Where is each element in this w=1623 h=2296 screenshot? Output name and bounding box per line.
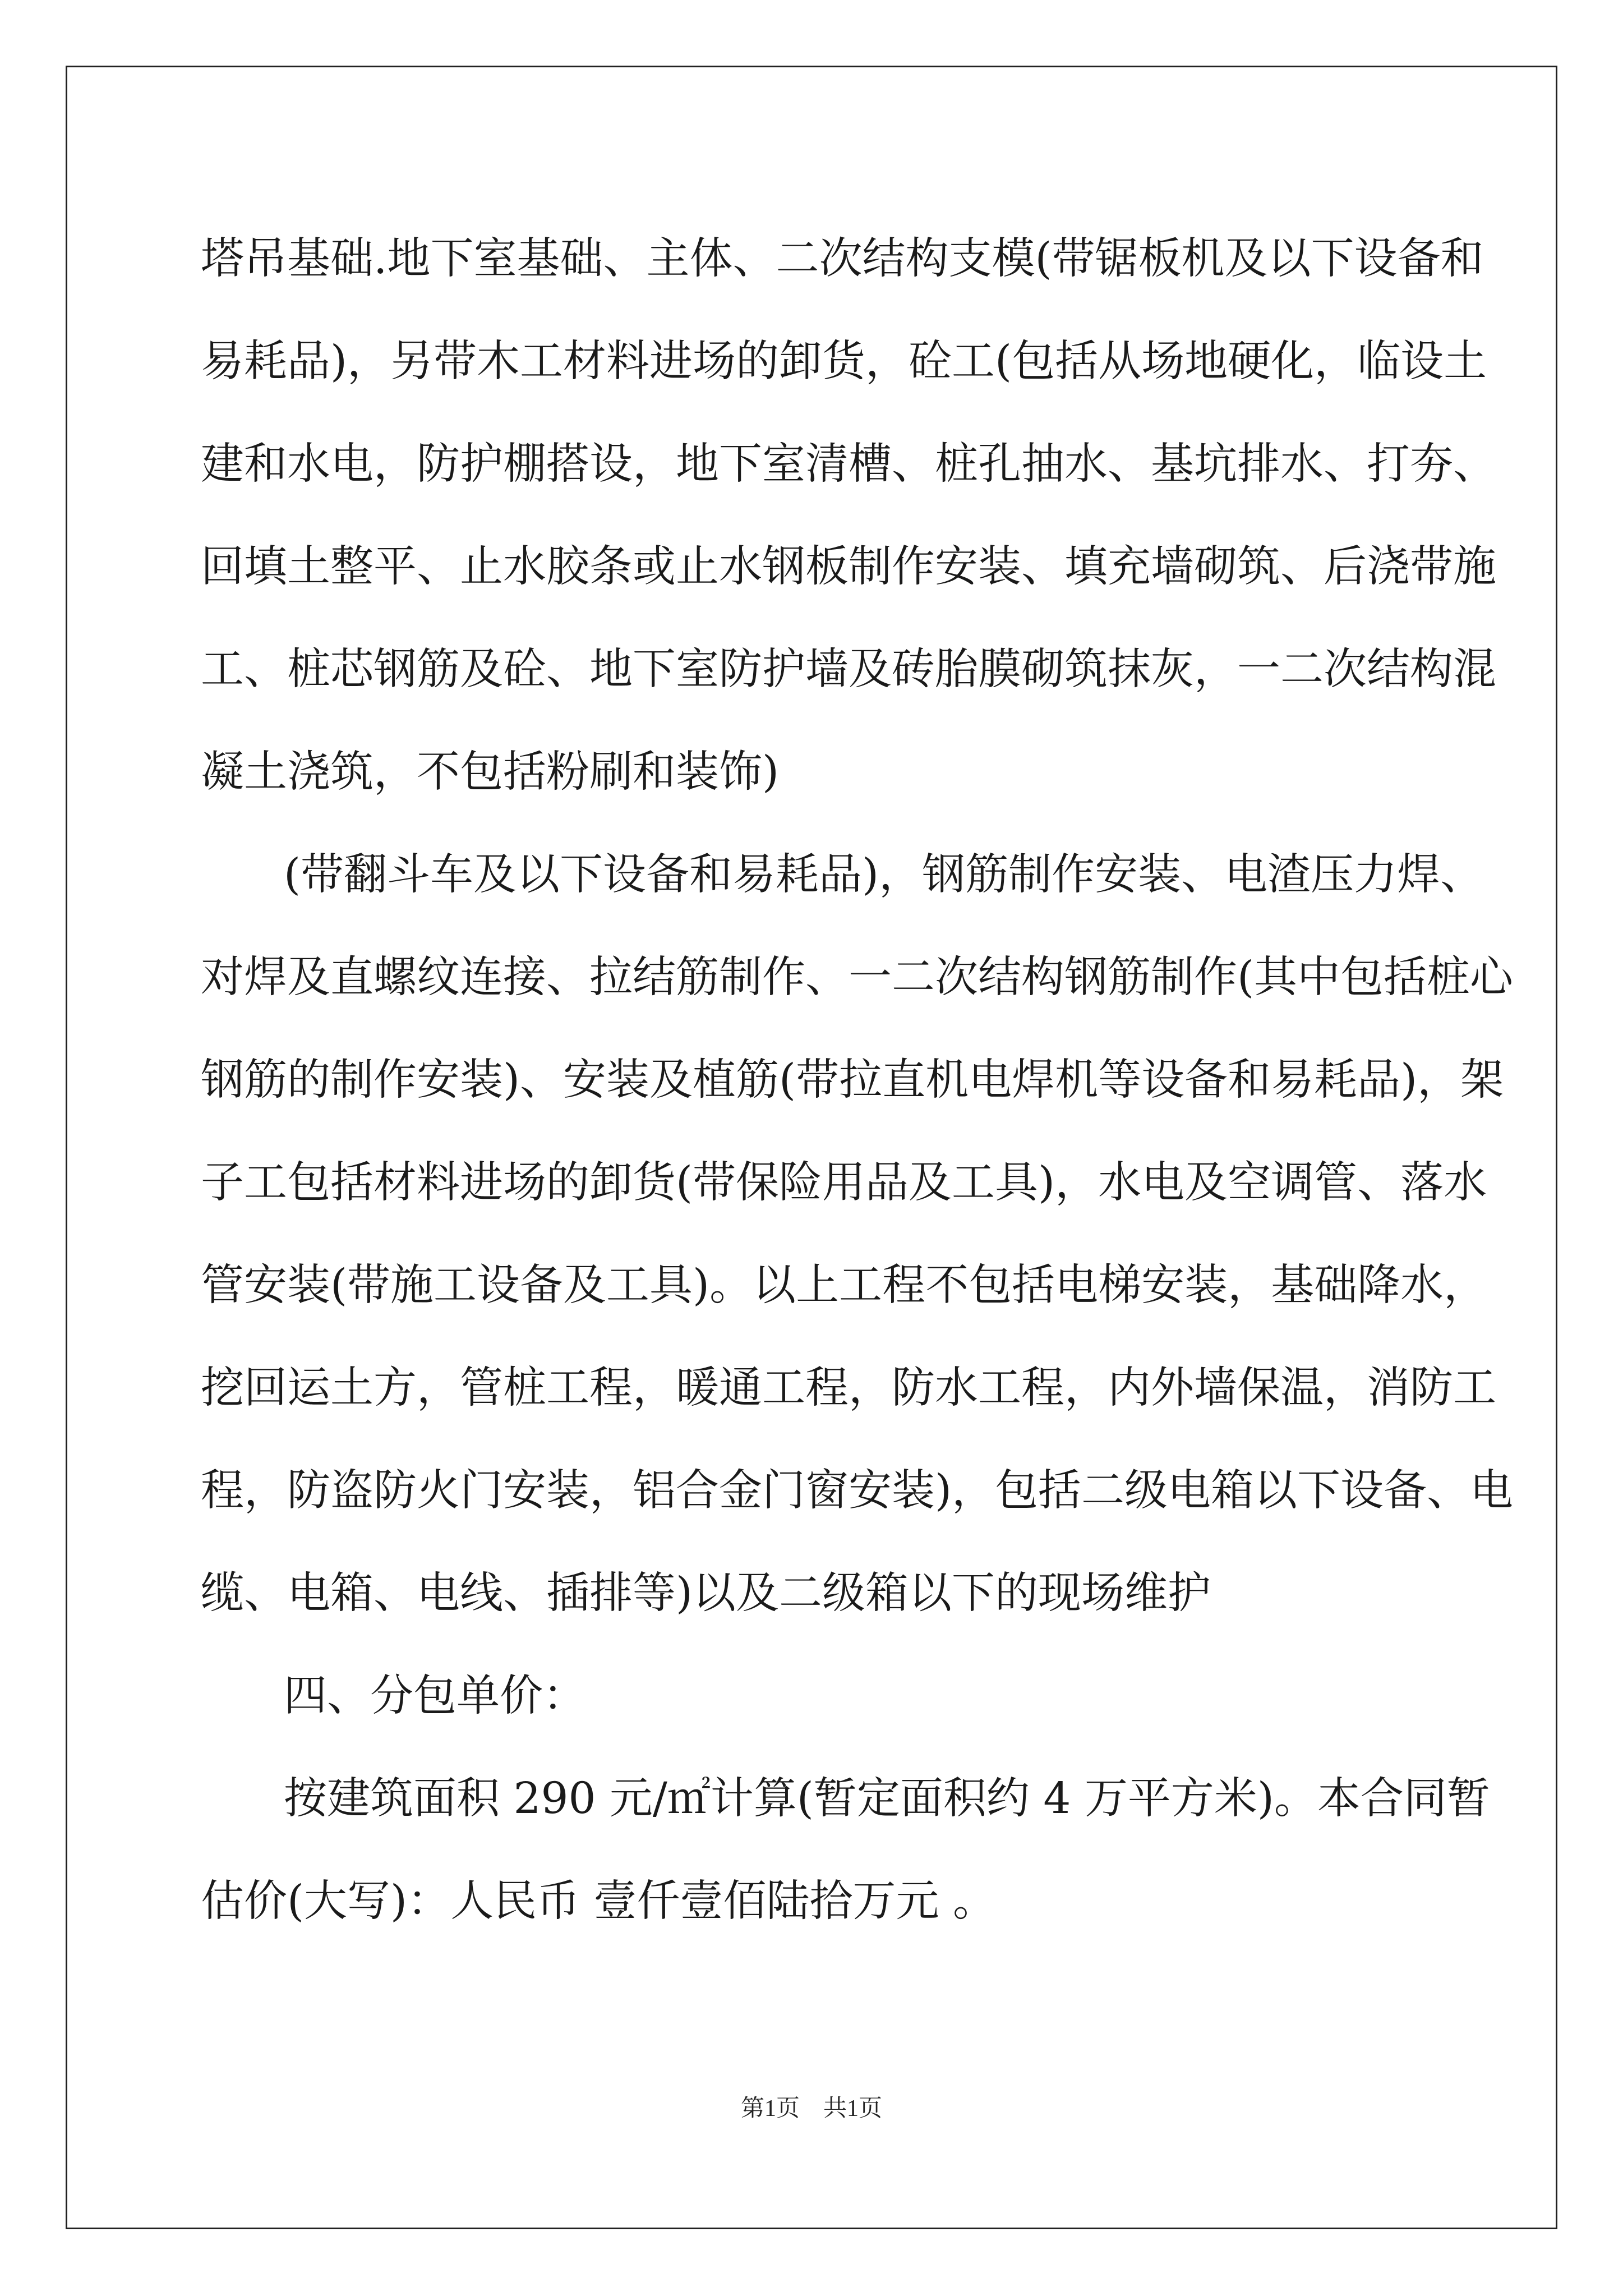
text-line: 估价(大写)：人民币 壹仟壹佰陆拾万元 。 <box>201 1876 997 1926</box>
text-line: 对焊及直螺纹连接、拉结筋制作、一二次结构钢筋制作(其中包括桩心 <box>201 953 1514 1002</box>
document-body <box>201 208 1514 1953</box>
text-line: 钢筋的制作安装)、安装及植筋(带拉直机电焊机等设备和易耗品)，架 <box>201 1055 1504 1105</box>
section-heading: 四、分包单价： <box>284 1671 586 1721</box>
text-line: 程，防盗防火门安装，铝合金门窗安装)，包括二级电箱以下设备、电 <box>201 1466 1514 1516</box>
text-line: 管安装(带施工设备及工具)。以上工程不包括电梯安装，基础降水， <box>201 1260 1487 1310</box>
paragraph-first-line: 按建筑面积 290 元/㎡计算(暂定面积约 4 万平方米)。本合同暂 <box>284 1774 1490 1824</box>
text-line: 子工包括材料进场的卸货(带保险用品及工具)，水电及空调管、落水 <box>201 1158 1487 1208</box>
text-line: 凝土浇筑，不包括粉刷和装饰) <box>201 747 780 797</box>
page-number-footer: 第1页 共1页 <box>740 2096 882 2122</box>
text-line: 挖回运土方，管桩工程，暖通工程，防水工程，内外墙保温，消防工 <box>201 1363 1496 1413</box>
text-line: 工、桩芯钢筋及砼、地下室防护墙及砖胎膜砌筑抹灰，一二次结构混 <box>201 645 1496 694</box>
text-line: 回填土整平、止水胶条或止水钢板制作安装、填充墙砌筑、后浇带施 <box>201 542 1496 592</box>
paragraph-first-line: (带翻斗车及以下设备和易耗品)，钢筋制作安装、电渣压力焊、 <box>284 850 1484 900</box>
text-line: 易耗品)，另带木工材料进场的卸货，砼工(包括从场地硬化，临设土 <box>201 337 1487 386</box>
text-line: 塔吊基础.地下室基础、主体、二次结构支模(带锯板机及以下设备和 <box>201 234 1484 284</box>
text-line: 建和水电，防护棚搭设，地下室清槽、桩孔抽水、基坑排水、打夯、 <box>201 439 1496 489</box>
text-line: 缆、电箱、电线、插排等)以及二级箱以下的现场维护 <box>201 1568 1211 1618</box>
